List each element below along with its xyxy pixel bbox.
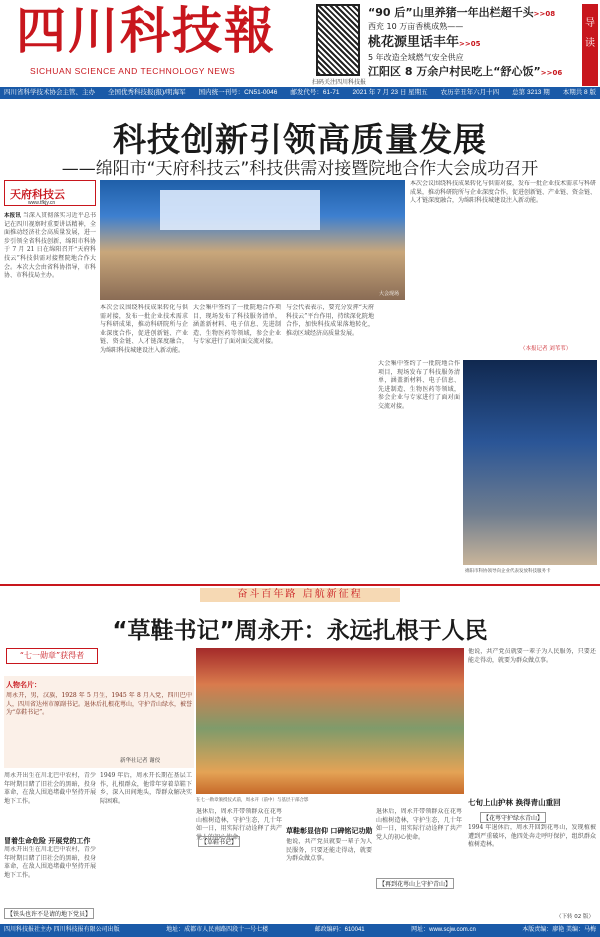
qr-code-icon [316,4,360,76]
feature-photo [196,648,464,794]
feature-right-headline: 七旬上山护林 换得青山重回 [468,798,561,807]
lead-photo-caption: 大会现场 [378,291,399,297]
profile-text: 周永开，男，汉族，1928 年 5 月生，1945 年 8 月入党，四川巴中人，四川省达州市原副书记。退休后扎根花萼山，守护青山绿水，被誉为“草鞋书记”。 [6,692,192,717]
teaser-2[interactable] [368,31,481,50]
teaser-2-page: >>05 [459,40,481,48]
info-publisher: 四川省科学技术协会主管、主办 [4,89,95,96]
feature-column-4: 他说，共产党员就要一辈子为人民服务，只要还能走得动，就要为群众做点事。 [286,838,372,863]
footer-bar [0,924,600,937]
lead-column-3: 大会集中签约了一批院地合作项目，现场发布了科技服务清单，涵盖新材料、电子信息、先进制造、生物医药等领域，参会企业与专家进行了面对面交流对接。 [193,304,281,346]
lead-col1-text: 当深入贯彻落实习近平总书记在四川视察时重要讲话精神，全面推动经济社会高质量发展，进一步引领全省科技创新，绵阳市科协于 7 月 21 日在绵阳召开“天府科技云”科技供需对接暨院地合作大会。本次大会由省科协指导，市科协、市科技局主办。 [4,212,96,280]
profile-credit: 新华社记者 谢佼 [120,758,161,764]
feature-column-5: 退休后，周永开带领群众在花萼山植树造林，守护生态，几十年如一日，用实际行动诠释了共产党人的初心使命。 [376,808,462,841]
info-pages: 本期共 8 版 [562,89,596,96]
lead-headline[interactable]: 科技创新引领高质量发展 [113,120,487,159]
medal-label: “七一勋章”获得者 [6,648,98,664]
lead-subheadline: ——绵阳市“天府科技云”科技供需对接暨院地合作大会成功召开 [61,159,539,179]
feature-subhead-1b: 【铁头也许不是请的地下党员】 [4,908,94,919]
teaser-1-page: >>08 [533,10,556,18]
feature-column-3: 退休后，周永开带领群众在花萼山植树造林，守护生态，几十年如一日，用实际行动诠释了共产党人的初心使命。 [196,808,282,841]
qr-label: 扫码关注四川科技报 [312,80,367,86]
lead-byline: 本报讯 [4,213,21,219]
info-bar [0,87,600,99]
profile-head: 人物名片： [6,681,41,689]
teaser-3-kicker: 5 年改造全域燃气安全供应 [368,53,464,62]
lead-column-2: 本次会议围绕科技成果转化与供需对接，发布一批企业技术需求与科研成果，推动科研院所与企业深度合作，促进创新链、产业链、资金链、人才链深度融合，为绵阳科技城建设注入新动能。 [100,304,188,354]
info-code: 国内统一刊号：CN51-0046 [198,89,278,96]
footer-editor: 本版责编：廖艳 美编：马梅 [522,927,596,933]
masthead-title: 四川科技報 [16,2,276,60]
info-mid: 全国优秀科技报(报)/明海军 [108,89,186,96]
lead-reporter: （本报记者 刘苇苇） [520,346,572,352]
feature-subhead-3: 草鞋彰显信仰 口碑铭记功勋 [286,827,373,835]
teaser-3[interactable] [368,63,562,79]
footer-postcode: 邮政编码：610041 [314,927,365,933]
feature-column-6: 他说，共产党员就要一辈子为人民服务，只要还能走得动，就要为群众做点事。 [468,648,596,664]
info-issue: 总第 3213 期 [512,89,550,96]
photo-banner-text [276,652,456,670]
lead-photo [100,180,405,300]
feature-headline[interactable]: “草鞋书记”周永开：永远扎根于人民 [112,618,488,644]
teaser-1[interactable] [368,4,555,20]
footer-address: 地址：成都市人民南路四段十一号七楼 [166,927,269,933]
feature-subhead-4: 【再到花萼山上守护青山】 [376,878,454,889]
feature-column-1: 周永开出生在川北巴中农村，青少年时期目睹了旧社会的黑暗，投身革命，在敌人围追堵截中坚持开展地下工作。 [4,772,96,805]
lead-column-5: 本次会议围绕科技成果转化与供需对接，发布一批企业技术需求与科研成果，推动科研院所与企业深度合作，促进创新链、产业链、资金链、人才链深度融合，为绵阳科技城建设注入新动能。 [410,180,596,205]
teaser-2-text: 桃花源里话丰年 [368,35,460,50]
logo-text: 天府科技云 [10,188,65,201]
footer-publisher: 四川科技报社主办 四川科技报有限公司出版 [4,927,120,933]
lead-photo-2 [463,360,597,565]
lead-column-4: 与会代表表示，要充分发挥“天府科技云”平台作用，持续深化院地合作，加快科技成果落地转化，推动区域经济高质量发展。 [286,304,374,337]
feature-right-text: 1994 年退休后，周永开回到花萼山，发现植被遭到严重破坏，他四处奔走呼吁保护，组织群众植树造林。 [468,824,596,849]
info-date: 2021 年 7 月 23 日 星期五 [352,89,428,96]
lead-column-6: 大会集中签约了一批院地合作项目，现场发布了科技服务清单，涵盖新材料、电子信息、先进制造、生物医药等领域，参会企业与专家进行了面对面交流对接。 [378,360,460,410]
teaser-2-kicker: 西充 10 万亩香桃成熟—— [368,22,464,31]
info-post: 邮发代号：61-71 [290,89,340,96]
masthead-subtitle: SICHUAN SCIENCE AND TECHNOLOGY NEWS [30,66,236,76]
feature-column-1b: 周永开出生在川北巴中农村，青少年时期目睹了旧社会的黑暗，投身革命，在敌人围追堵截中坚持开展地下工作。 [4,846,96,879]
feature-right-subhead: 【花萼守护绿水青山】 [480,812,546,823]
feature-photo-caption: 在七一勋章颁授仪式前，周永开（前中）与基层干部合影 [196,798,309,803]
lead-photo-2-caption: 绵阳市科协领导向企业代表发放科技服务卡 [465,569,551,574]
teaser-3-page: >>06 [540,69,563,77]
continue-note[interactable]: （下转 02 版） [556,914,594,920]
section-separator [0,584,600,586]
side-tab: 导读 [582,4,598,86]
feature-subhead-2: 【草鞋书记】 [198,836,240,847]
teaser-1-text: “90 后”山里养猪一年出栏超千头 [368,6,534,19]
stage-screen [160,190,320,230]
feature-banner: 奋斗百年路 启航新征程 [200,588,400,602]
feature-column-2: 1949 年后，周永开长期在基层工作，扎根群众，他常年穿着草鞋下乡，深入田间地头，帮群众解决实际困难。 [100,772,192,805]
teaser-3-text: 江阳区 8 万余户村民吃上“舒心饭” [368,65,541,78]
feature-subhead-1: 冒着生命危险 开展党的工作 [4,837,91,845]
footer-website[interactable]: 网址：www.scjw.com.cn [411,927,476,933]
logo-url: www.tfkjy.cn [28,200,56,206]
lead-column-1 [4,212,96,582]
info-lunar: 农历辛丑年六月十四 [440,89,500,96]
